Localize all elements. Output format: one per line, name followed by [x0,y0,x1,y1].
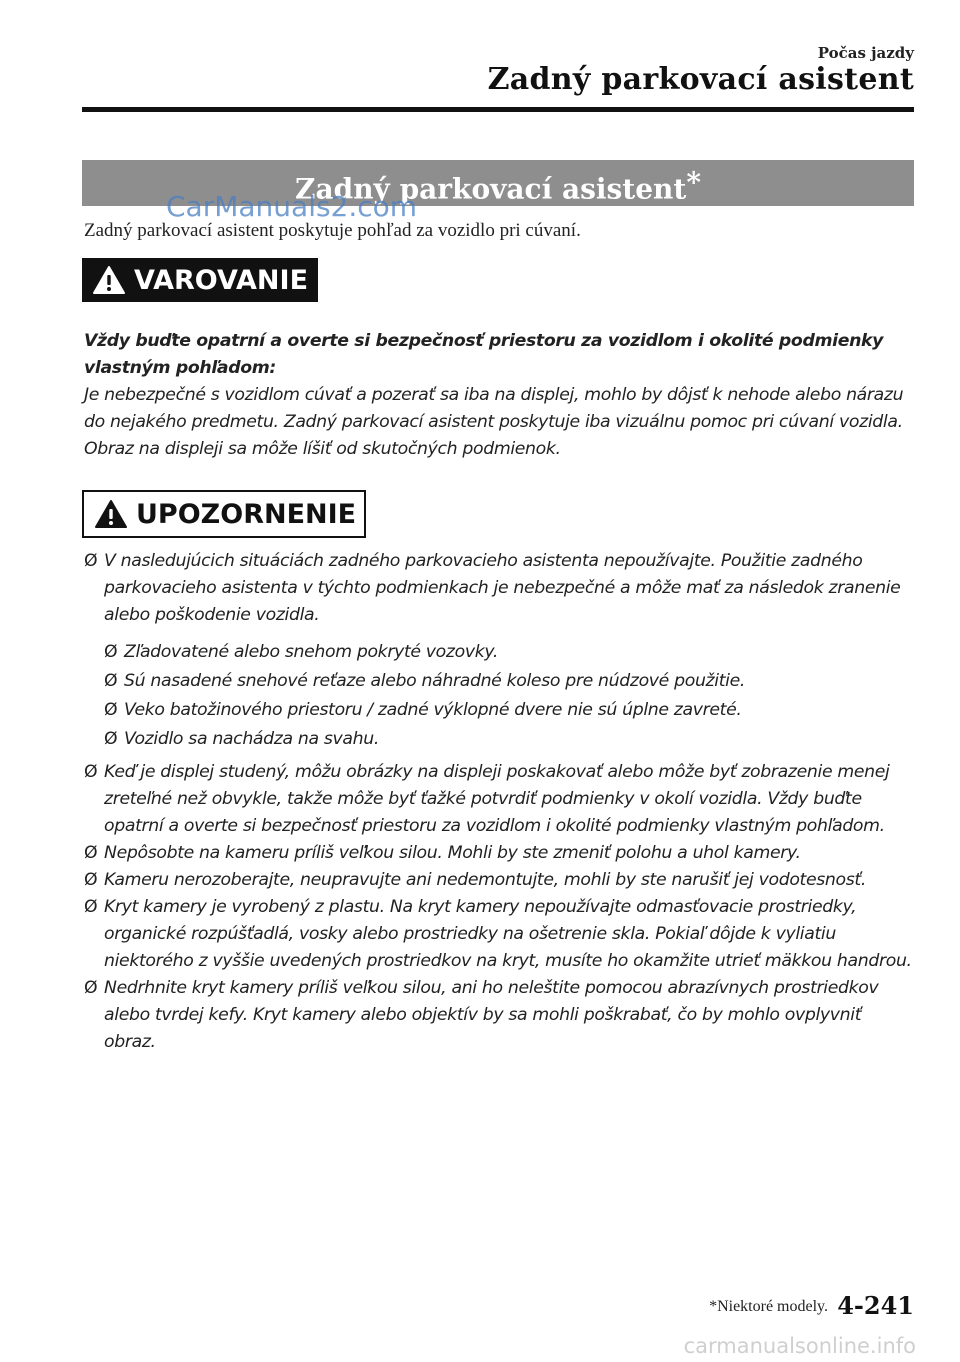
arrow-bullet-icon: Ø [84,870,98,890]
intro-text: Zadný parkovací asistent poskytuje pohľad za vozidlo pri cúvaní. [84,220,581,241]
header-section-label: Počas jazdy [817,44,914,62]
warning-badge [82,258,318,302]
sub-list-item [104,668,916,695]
caution-triangle-icon [94,499,128,529]
sub-list-item [104,697,916,724]
warning-heading: Vždy buďte opatrní a overte si bezpečnosť priestoru za vozidlom i okolité podmienky vlastným pohľadom: [84,331,884,378]
footer-note: *Niektoré modely. [709,1298,828,1315]
arrow-bullet-icon: Ø [104,671,118,691]
sub-list-item-text: Veko batožinového priestoru / zadné výklopné dvere nie sú úplne zavreté. [124,700,742,720]
warning-label: VAROVANIE [134,264,309,296]
arrow-bullet-icon: Ø [84,762,98,782]
list-item [84,867,916,894]
arrow-bullet-icon: Ø [104,700,118,720]
sub-list-item [104,639,916,666]
arrow-bullet-icon: Ø [84,978,98,998]
warning-content [84,328,916,463]
arrow-bullet-icon: Ø [104,642,118,662]
watermark-bottom: carmanualsonline.info [683,1334,916,1358]
section-title: Zadný parkovací asistent [295,172,687,206]
list-item [84,840,916,867]
arrow-bullet-icon: Ø [104,729,118,749]
list-item-text: Nedrhnite kryt kamery príliš veľkou silou, ani ho neleštite pomocou abrazívnych prostriedkov alebo tvrdej kefy. Kryt kamery alebo objektív by sa mohli poškrabať, čo by mohlo ovplyvniť obraz. [104,978,879,1052]
list-item [84,548,916,629]
list-item [84,894,916,975]
list-item-text: Nepôsobte na kameru príliš veľkou silou. Mohli by ste zmeniť polohu a uhol kamery. [104,843,801,863]
header-title: Zadný parkovací asistent [487,62,914,97]
list-item-text: Kameru nerozoberajte, neupravujte ani nedemontujte, mohli by ste narušiť jej vodotesnosť. [104,870,866,890]
list-item-text: V nasledujúcich situáciách zadného parkovacieho asistenta nepoužívajte. Použitie zadného parkovacieho asistenta v týchto podmienkach je nebezpečné a môže mať za následok zranenie alebo poškodenie vozidla. [104,551,901,625]
sub-list-item-text: Zľadovatené alebo snehom pokryté vozovky. [124,642,499,662]
page-number: 4-241 [837,1291,914,1320]
watermark-top: CarManuals2.com [166,190,418,223]
arrow-bullet-icon: Ø [84,843,98,863]
caution-badge [82,490,366,538]
warning-triangle-icon [92,265,126,295]
sub-list-item [104,726,916,753]
sub-list-item-text: Sú nasadené snehové reťaze alebo náhradné koleso pre núdzové použitie. [124,671,746,691]
arrow-bullet-icon: Ø [84,551,98,571]
sub-list-item-text: Vozidlo sa nachádza na svahu. [124,729,379,749]
list-item-text: Keď je displej studený, môžu obrázky na displeji poskakovať alebo môže byť zobrazenie menej zreteľné než obvykle, takže môže byť ťažké potvrdiť podmienky v okolí vozidla. Vždy buďte opatrní a overte si bezpečnosť priestoru za vozidlom i okolité podmienky vlastným pohľadom. [104,762,890,836]
section-title-marker: * [686,166,701,199]
arrow-bullet-icon: Ø [84,897,98,917]
warning-text: Je nebezpečné s vozidlom cúvať a pozerať sa iba na displej, mohlo by dôjsť k nehode alebo nárazu do nejakého predmetu. Zadný parkovací asistent poskytuje iba vizuálnu pomoc pri cúvaní vozidla. Obraz na displeji sa môže líšiť od skutočných podmienok. [84,385,904,459]
caution-list [84,548,916,1056]
list-item-text: Kryt kamery je vyrobený z plastu. Na kryt kamery nepoužívajte odmasťovacie prostriedky, organické rozpúšťadlá, vosky alebo prostriedky na ošetrenie skla. Pokiaľ dôjde k vyliatiu niektorého z vyššie uvedených prostriedkov na kryt, musíte ho okamžite utrieť mäkkou handrou. [104,897,912,971]
list-item [84,759,916,840]
sub-list [84,639,916,753]
caution-label: UPOZORNENIE [136,498,357,530]
list-item [84,975,916,1056]
header-divider [82,107,914,112]
